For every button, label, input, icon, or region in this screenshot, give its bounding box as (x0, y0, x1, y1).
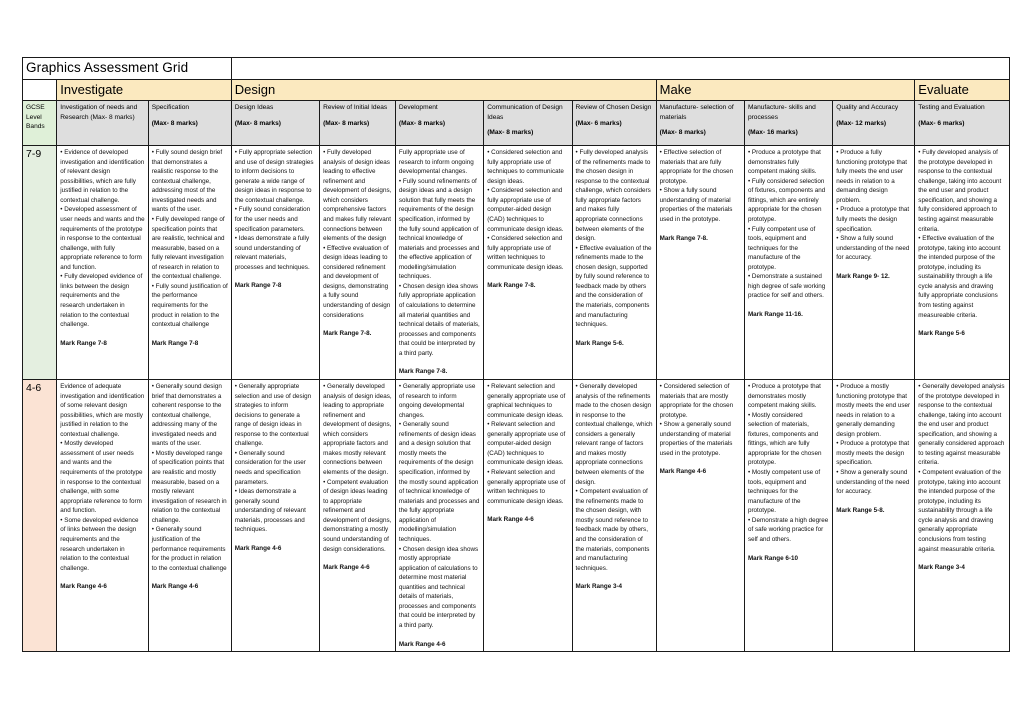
mark-range: Mark Range 7-8. (323, 330, 372, 338)
column-header-max: (Max- 8 marks) (487, 129, 534, 137)
column-header-level-bands (23, 101, 57, 146)
criteria-bullet: • Effective selection of materials that are fully appropriate for the chosen prototype. (660, 148, 741, 186)
criteria-cell (57, 379, 148, 651)
criteria-bullet: • Mostly considered selection of materials, fixtures, components and fittings, which are fully appropriate for the chosen prototype. (748, 411, 829, 468)
column-header-name: Review of Chosen Design (575, 104, 652, 111)
grid-body (23, 58, 1010, 652)
mark-range: Mark Range 5-6. (575, 339, 624, 347)
mark-range: Mark Range 4-6 (60, 583, 107, 591)
criteria-cell (320, 146, 396, 380)
mark-range: Mark Range 7-8. (487, 282, 536, 290)
assessment-grid-table (22, 57, 1010, 652)
mark-range: Mark Range 7-8 (151, 339, 199, 347)
criteria-bullet: • Generally sound refinements of design ideas and a design solution that mostly meets the requirements of the design specification, informed by the mostly sound application of technical knowledge of materials and processes and the fully appropriate application of modelling/simulation techniques. (399, 420, 480, 544)
criteria-cell (744, 379, 832, 651)
criteria-bullet: • Fully appropriate selection and use of design strategies to inform decisions to generate a wide range of design ideas in response to the contextual challenge. (235, 148, 316, 205)
criteria-bullet: • Generally appropriate selection and use of design strategies to inform decisions to generate a range of design ideas in response to the contextual challenge. (235, 382, 316, 449)
criteria-cell (833, 379, 915, 651)
column-header-design-ideas (231, 101, 319, 146)
mark-range: Mark Range 6-10 (747, 554, 798, 562)
table-row (23, 146, 1010, 380)
criteria-cell (231, 379, 319, 651)
criteria-cell (57, 146, 148, 380)
criteria-cell (148, 146, 231, 380)
criteria-bullet: • Competent evaluation of design ideas leading to appropriate refinement and development of designs, demonstrating a mostly sound understanding of design considerations. (323, 478, 392, 555)
criteria-cell (833, 146, 915, 380)
criteria-bullet: • Fully developed analysis of the prototype developed in response to the contextual challenge, taking into account the end user and product specification, and showing a fully considered approach to testing against measurable criteria. (918, 148, 1006, 234)
criteria-bullet: • Mostly competent use of tools, equipment and techniques for the manufacture of the prototype. (748, 468, 829, 516)
mark-range: Mark Range 4-6 (487, 516, 534, 524)
criteria-bullet: • Mostly developed assessment of user needs and wants and the requirements of the prototype in response to the contextual challenge, with some appropriate reference to form and function. (60, 439, 144, 516)
column-header-name: Development (398, 104, 438, 111)
criteria-bullet: • Fully considered selection of fixtures, components and fittings, which are entirely appropriate for the chosen prototype. (748, 177, 829, 225)
criteria-bullet: • Fully developed analysis of design ideas leading to effective refinement and development of designs, which considers comprehensive factors and makes fully relevant connections between elements of the design (323, 148, 392, 244)
criteria-bullet: • Produce a prototype that fully meets the design specification. (836, 205, 911, 234)
column-header-investigation (57, 101, 148, 146)
column-header-max: (Max- 12 marks) (836, 119, 887, 127)
criteria-bullet: • Produce a prototype that mostly meets the design specification. (836, 439, 911, 468)
criteria-cell (572, 146, 656, 380)
column-header-review-chosen-design (572, 101, 656, 146)
criteria-bullet: • Generally appropriate use of research to inform ongoing developmental changes. (399, 382, 480, 420)
column-header-max: (Max- 8 marks) (234, 119, 281, 127)
column-header-name: Manufacture- skills and processes (747, 104, 816, 121)
column-header-review-initial-ideas (320, 101, 396, 146)
criteria-cell (320, 379, 396, 651)
criteria-bullet: • Demonstrate a high degree of safe working practice for self and others. (748, 516, 829, 545)
criteria-bullet: • Effective evaluation of the prototype, taking into account the intended purpose of the prototype, including its sustainability through a life cycle analysis and drawing fully appropriate conclusions from testing against measureable criteria. (918, 234, 1006, 320)
criteria-cell (915, 146, 1010, 380)
criteria-bullet: • Chosen design idea shows mostly appropriate application of calculations to determine most material quantities and technical details of materials, processes and components that could be interpreted by a third party. (399, 545, 480, 631)
criteria-bullet: • Ideas demonstrate a generally sound understanding of relevant materials, processes and techniques. (235, 487, 316, 535)
criteria-bullet: • Fully sound consideration for the user needs and specification parameters. (235, 205, 316, 234)
criteria-cell (484, 379, 572, 651)
section-band-row (23, 80, 1010, 101)
mark-range: Mark Range 7-8. (659, 234, 708, 242)
mark-range: Mark Range 11-16. (747, 311, 803, 318)
mark-range: Mark Range 3-4 (918, 564, 965, 572)
criteria-bullet: • Relevant selection and generally appropriate use of written techniques to communicate design ideas. (487, 468, 568, 506)
column-header-name: Testing and Evaluation (918, 104, 985, 111)
criteria-bullet: • Generally sound justification of the performance requirements for the product in relation to the contextual challenge (152, 525, 228, 573)
criteria-bullet: • Fully competent use of tools, equipment and techniques for the manufacture of the prototype. (748, 225, 829, 273)
column-header-max: (Max- 8 marks) (323, 119, 370, 127)
criteria-bullet: • Mostly developed range of specification points that are realistic and mostly measurable, based on a mostly relevant investigation of research in relation to the contextual challenge. (152, 449, 228, 526)
criteria-bullet: • Produce a prototype that demonstrates mostly competent making skills. (748, 382, 829, 411)
criteria-bullet: • Generally developed analysis of the prototype developed in response to the contextual challenge, taking into account the end user and product specification, and showing a generally considered approach to testing against measurable criteria. (918, 382, 1006, 468)
criteria-cell (231, 146, 319, 380)
criteria-bullet: • Relevant selection and generally appropriate use of graphical techniques to communicate design ideas. (487, 382, 568, 420)
criteria-cell (395, 146, 483, 380)
mark-range: Mark Range 5-6 (918, 330, 965, 338)
criteria-bullet: • Ideas demonstrate a fully sound understanding of relevant materials, processes and techniques. (235, 234, 316, 272)
criteria-cell (484, 146, 572, 380)
section-band-corner (23, 80, 57, 101)
section-band-investigate: Investigate (57, 80, 232, 101)
title-row-filler (231, 58, 1009, 80)
column-header-development (395, 101, 483, 146)
criteria-bullet: • Effective evaluation of design ideas leading to considered refinement and development of designs, demonstrating a fully sound understanding of design considerations (323, 244, 392, 321)
column-header-name: Specification (151, 104, 190, 111)
section-band-evaluate: Evaluate (915, 80, 1010, 101)
level-head-line2: Level (26, 113, 42, 121)
criteria-cell (395, 379, 483, 651)
mark-range: Mark Range 3-4 (575, 583, 623, 591)
criteria-bullet: • Some developed evidence of links between the design requirements and the research undertaken in relation to the contextual challenge. (60, 516, 144, 573)
column-header-name: Investigation of needs and Research (Max- 8 marks) (60, 104, 138, 121)
column-header-quality-accuracy (833, 101, 915, 146)
column-header-name: Communication of Design Ideas (487, 104, 563, 121)
level-head-line1: GCSE (26, 104, 45, 111)
column-header-max: (Max- 16 marks) (747, 129, 798, 137)
column-header-max: (Max- 8 marks) (151, 119, 198, 127)
criteria-bullet: • Produce a fully functioning prototype that fully meets the end user needs in relation to a demanding design problem. (836, 148, 911, 205)
criteria-cell (656, 146, 744, 380)
criteria-bullet: • Show a generally sound understanding of the need for accuracy. (836, 468, 911, 497)
column-header-name: Manufacture- selection of materials (659, 104, 734, 121)
criteria-bullet: • Relevant selection and generally appropriate use of computer-aided design (CAD) techniques to communicate design ideas. (487, 420, 568, 468)
column-header-name: Review of Initial Ideas (323, 104, 388, 111)
criteria-bullet: • Considered selection and fully appropriate use of techniques to communicate design ideas. (487, 148, 568, 186)
column-header-testing-evaluation (915, 101, 1010, 146)
level-head-line3: Bands (26, 123, 45, 131)
column-header-name: Quality and Accuracy (836, 104, 899, 111)
criteria-bullet: • Fully sound justification of the performance requirements for the product in relation to the contextual challenge (152, 282, 228, 330)
criteria-bullet: • Fully sound design brief that demonstrates a realistic response to the contextual challenge, addressing most of the investigated needs and wants of the user. (152, 148, 228, 215)
criteria-cell (148, 379, 231, 651)
criteria-bullet: • Demonstrate a sustained high degree of safe working practice for self and others. (748, 272, 829, 301)
section-band-make: Make (656, 80, 915, 101)
column-header-max: (Max- 6 marks) (575, 119, 622, 127)
criteria-bullet: • Show a fully sound understanding of material properties of the materials used in the prototype. (660, 186, 741, 224)
criteria-bullet: • Fully sound refinements of design ideas and a design solution that fully meets the requirements of the design specification, informed by the fully sound application of technical knowledge of materials and processes and the effective application of modelling/simulation techniques. (399, 177, 480, 282)
title-row (23, 58, 1010, 80)
criteria-bullet: • Evidence of developed investigation and identification of relevant design possibilities, which are fully justified in relation to the contextual challenge. (60, 148, 144, 205)
level-band-label: 7-9 (23, 146, 57, 380)
criteria-lead: Evidence of adequate investigation and identification of some relevant design possibilities, which are mostly justified in relation to the contextual challenge. (60, 382, 145, 438)
criteria-bullet: • Produce a mostly functioning prototype that mostly meets the end user needs in relation to a generally demanding design problem. (836, 382, 911, 439)
criteria-bullet: • Competent evaluation of the prototype, taking into account the intended purpose of the prototype, including its sustainability through a life cycle analysis and drawing generally appropriate conclusions from testing against measurable criteria. (918, 468, 1006, 554)
mark-range: Mark Range 4-6 (323, 564, 370, 572)
mark-range: Mark Range 7-8 (60, 339, 107, 347)
column-header-max: (Max- 8 marks) (659, 129, 706, 137)
mark-range: Mark Range 5-8. (836, 506, 885, 514)
criteria-bullet: • Generally sound design brief that demonstrates a coherent response to the contextual challenge, addressing many of the investigated needs and wants of the user. (152, 382, 228, 449)
mark-range: Mark Range 9- 12. (836, 272, 890, 280)
column-header-communication (484, 101, 572, 146)
column-header-manufacture-materials (656, 101, 744, 146)
page-title: Graphics Assessment Grid (23, 58, 232, 80)
mark-range: Mark Range 4-6 (151, 583, 199, 591)
mark-range: Mark Range 4-6 (398, 640, 446, 648)
criteria-bullet: • Considered selection of materials that are mostly appropriate for the chosen prototype. (660, 382, 741, 420)
criteria-cell (915, 379, 1010, 651)
criteria-lead: Fully appropriate use of research to inform ongoing developmental changes. (398, 149, 474, 176)
section-band-design: Design (231, 80, 656, 101)
criteria-bullet: • Generally developed analysis of the refinements made to the chosen design in response to the contextual challenge, which considers a generally relevant range of factors and makes mostly appropriate connections between elements of the design. (576, 382, 653, 487)
criteria-cell (656, 379, 744, 651)
criteria-bullet: • Fully developed analysis of the refinements made to the chosen design in response to the contextual challenge, which considers fully appropriate factors and makes fully appropriate connections between elements of the design. (576, 148, 653, 244)
column-header-name: Design Ideas (234, 104, 274, 111)
column-header-max: (Max- 6 marks) (918, 119, 965, 127)
mark-range: Mark Range 7-8 (234, 282, 282, 290)
column-header-specification (148, 101, 231, 146)
column-header-row (23, 101, 1010, 146)
criteria-bullet: • Developed assessment of user needs and wants and the requirements of the prototype in response to the contextual challenge, with fully appropriate reference to form and function. (60, 205, 144, 272)
mark-range: Mark Range 4-6 (659, 468, 707, 476)
criteria-bullet: • Fully developed range of specification points that are realistic, technical and measurable, based on a fully relevant investigation of research in relation to the contextual challenge. (152, 215, 228, 282)
table-row (23, 379, 1010, 651)
column-header-max: (Max- 8 marks) (398, 119, 446, 127)
criteria-bullet: • Competent evaluation of the refinements made to the chosen design, with mostly sound reference to feedback made by others, and the consideration of the materials, components and manufacturing techniques. (576, 487, 653, 573)
level-band-label: 4-6 (23, 379, 57, 651)
criteria-bullet: • Produce a prototype that demonstrates fully competent making skills. (748, 148, 829, 177)
column-header-manufacture-skills (744, 101, 832, 146)
mark-range: Mark Range 7-8. (398, 368, 448, 376)
criteria-bullet: • Fully developed evidence of links between the design requirements and the research undertaken in relation to the contextual challenge. (60, 272, 144, 329)
criteria-cell (572, 379, 656, 651)
criteria-bullet: • Considered selection and fully appropriate use of written techniques to communicate design ideas. (487, 234, 568, 272)
criteria-cell (744, 146, 832, 380)
criteria-bullet: • Effective evaluation of the refinements made to the chosen design, supported by fully sound reference to feedback made by others and the consideration of the materials, components and manufacturing techniques. (576, 244, 653, 330)
criteria-bullet: • Generally developed analysis of design ideas, leading to appropriate refinement and development of designs, which considers appropriate factors and makes mostly relevant connections between elements of the design. (323, 382, 392, 478)
criteria-bullet: • Generally sound consideration for the user needs and specification parameters. (235, 449, 316, 487)
criteria-bullet: • Show a generally sound understanding of material properties of the materials used in the prototype. (660, 420, 741, 458)
criteria-bullet: • Considered selection and fully appropriate use of computer-aided design (CAD) techniques to communicate design ideas. (487, 186, 568, 234)
mark-range: Mark Range 4-6 (234, 544, 282, 552)
criteria-bullet: • Chosen design idea shows fully appropriate application of calculations to determine all material quantities and technical details of materials, processes and components that could be interpreted by a third party. (399, 282, 480, 359)
criteria-bullet: • Show a fully sound understanding of the need for accuracy. (836, 234, 911, 263)
